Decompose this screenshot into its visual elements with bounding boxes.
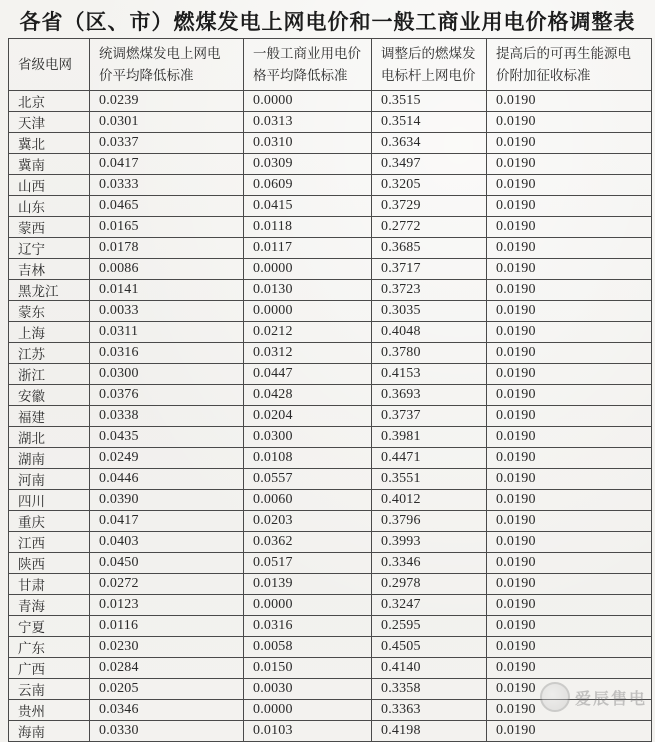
table-row <box>9 700 652 721</box>
value-cell: 0.0190 <box>487 385 652 406</box>
value-cell: 0.3035 <box>372 301 487 322</box>
value-cell: 0.0316 <box>244 616 372 637</box>
value-cell: 0.0190 <box>487 637 652 658</box>
header-line: 价附加征收标准 <box>496 67 591 83</box>
value-cell: 0.0272 <box>90 574 244 595</box>
value-cell: 0.4048 <box>372 322 487 343</box>
table-row <box>9 448 652 469</box>
table-row <box>9 553 652 574</box>
table-row <box>9 406 652 427</box>
province-cell: 安徽 <box>9 385 90 406</box>
value-cell: 0.0190 <box>487 595 652 616</box>
header-adjusted-benchmark-price <box>372 39 487 91</box>
header-line: 格平均降低标准 <box>253 67 348 83</box>
value-cell: 0.0465 <box>90 196 244 217</box>
value-cell: 0.0190 <box>487 532 652 553</box>
header-line: 省级电网 <box>18 56 72 72</box>
province-cell: 江西 <box>9 532 90 553</box>
value-cell: 0.3693 <box>372 385 487 406</box>
value-cell: 0.0150 <box>244 658 372 679</box>
value-cell: 0.0557 <box>244 469 372 490</box>
value-cell: 0.0190 <box>487 574 652 595</box>
value-cell: 0.0313 <box>244 112 372 133</box>
province-cell: 蒙东 <box>9 301 90 322</box>
value-cell: 0.0415 <box>244 196 372 217</box>
value-cell: 0.0190 <box>487 658 652 679</box>
table-header <box>9 39 652 91</box>
value-cell: 0.0204 <box>244 406 372 427</box>
value-cell: 0.0190 <box>487 511 652 532</box>
value-cell: 0.3515 <box>372 91 487 112</box>
value-cell: 0.0417 <box>90 511 244 532</box>
value-cell: 0.0190 <box>487 154 652 175</box>
value-cell: 0.0190 <box>487 700 652 721</box>
value-cell: 0.3205 <box>372 175 487 196</box>
province-cell: 四川 <box>9 490 90 511</box>
value-cell: 0.0000 <box>244 595 372 616</box>
value-cell: 0.0000 <box>244 91 372 112</box>
value-cell: 0.0190 <box>487 280 652 301</box>
province-cell: 湖北 <box>9 427 90 448</box>
value-cell: 0.0190 <box>487 343 652 364</box>
value-cell: 0.0103 <box>244 721 372 742</box>
value-cell: 0.0165 <box>90 217 244 238</box>
province-cell: 陕西 <box>9 553 90 574</box>
table-row <box>9 154 652 175</box>
value-cell: 0.0310 <box>244 133 372 154</box>
price-adjustment-table <box>8 38 652 742</box>
value-cell: 0.3717 <box>372 259 487 280</box>
value-cell: 0.3981 <box>372 427 487 448</box>
value-cell: 0.0190 <box>487 490 652 511</box>
table-row <box>9 133 652 154</box>
province-cell: 山东 <box>9 196 90 217</box>
province-cell: 宁夏 <box>9 616 90 637</box>
value-cell: 0.0417 <box>90 154 244 175</box>
province-cell: 蒙西 <box>9 217 90 238</box>
province-cell: 江苏 <box>9 343 90 364</box>
value-cell: 0.0058 <box>244 637 372 658</box>
province-cell: 福建 <box>9 406 90 427</box>
value-cell: 0.0033 <box>90 301 244 322</box>
value-cell: 0.0446 <box>90 469 244 490</box>
value-cell: 0.2978 <box>372 574 487 595</box>
value-cell: 0.0517 <box>244 553 372 574</box>
value-cell: 0.0086 <box>90 259 244 280</box>
header-line: 统调燃煤发电上网电 <box>99 45 221 61</box>
value-cell: 0.0212 <box>244 322 372 343</box>
value-cell: 0.0190 <box>487 217 652 238</box>
value-cell: 0.4153 <box>372 364 487 385</box>
value-cell: 0.0123 <box>90 595 244 616</box>
value-cell: 0.0117 <box>244 238 372 259</box>
table-row <box>9 679 652 700</box>
value-cell: 0.0609 <box>244 175 372 196</box>
table-row <box>9 469 652 490</box>
value-cell: 0.0030 <box>244 679 372 700</box>
value-cell: 0.0316 <box>90 343 244 364</box>
value-cell: 0.3358 <box>372 679 487 700</box>
header-commercial-price-reduction <box>244 39 372 91</box>
province-cell: 广东 <box>9 637 90 658</box>
value-cell: 0.0205 <box>90 679 244 700</box>
value-cell: 0.0338 <box>90 406 244 427</box>
value-cell: 0.3685 <box>372 238 487 259</box>
value-cell: 0.0333 <box>90 175 244 196</box>
value-cell: 0.0376 <box>90 385 244 406</box>
table-body <box>9 91 652 742</box>
table-row <box>9 595 652 616</box>
header-line: 提高后的可再生能源电 <box>496 45 631 61</box>
table-row <box>9 574 652 595</box>
value-cell: 0.4471 <box>372 448 487 469</box>
value-cell: 0.0190 <box>487 196 652 217</box>
header-line: 调整后的燃煤发 <box>381 45 476 61</box>
table-row <box>9 490 652 511</box>
value-cell: 0.0190 <box>487 259 652 280</box>
value-cell: 0.0139 <box>244 574 372 595</box>
value-cell: 0.0312 <box>244 343 372 364</box>
value-cell: 0.3634 <box>372 133 487 154</box>
value-cell: 0.0428 <box>244 385 372 406</box>
table-row <box>9 385 652 406</box>
value-cell: 0.0403 <box>90 532 244 553</box>
province-cell: 天津 <box>9 112 90 133</box>
value-cell: 0.0116 <box>90 616 244 637</box>
value-cell: 0.0284 <box>90 658 244 679</box>
value-cell: 0.0346 <box>90 700 244 721</box>
table-row <box>9 175 652 196</box>
table-row <box>9 427 652 448</box>
value-cell: 0.0190 <box>487 175 652 196</box>
value-cell: 0.3796 <box>372 511 487 532</box>
value-cell: 0.0362 <box>244 532 372 553</box>
value-cell: 0.3780 <box>372 343 487 364</box>
value-cell: 0.0249 <box>90 448 244 469</box>
value-cell: 0.0390 <box>90 490 244 511</box>
value-cell: 0.0190 <box>487 364 652 385</box>
value-cell: 0.0239 <box>90 91 244 112</box>
value-cell: 0.4198 <box>372 721 487 742</box>
header-line: 电标杆上网电价 <box>381 67 476 83</box>
province-cell: 河南 <box>9 469 90 490</box>
value-cell: 0.3247 <box>372 595 487 616</box>
value-cell: 0.0450 <box>90 553 244 574</box>
value-cell: 0.0190 <box>487 112 652 133</box>
value-cell: 0.0447 <box>244 364 372 385</box>
value-cell: 0.0300 <box>244 427 372 448</box>
table-row <box>9 196 652 217</box>
value-cell: 0.0190 <box>487 238 652 259</box>
table-row <box>9 322 652 343</box>
province-cell: 重庆 <box>9 511 90 532</box>
value-cell: 0.0190 <box>487 721 652 742</box>
province-cell: 冀南 <box>9 154 90 175</box>
province-cell: 湖南 <box>9 448 90 469</box>
table-row <box>9 238 652 259</box>
province-cell: 贵州 <box>9 700 90 721</box>
value-cell: 0.0190 <box>487 91 652 112</box>
value-cell: 0.0190 <box>487 679 652 700</box>
header-row <box>9 39 652 91</box>
value-cell: 0.3551 <box>372 469 487 490</box>
value-cell: 0.0130 <box>244 280 372 301</box>
table-row <box>9 280 652 301</box>
province-cell: 广西 <box>9 658 90 679</box>
province-cell: 甘肃 <box>9 574 90 595</box>
value-cell: 0.0000 <box>244 301 372 322</box>
header-coal-benchmark-reduction <box>90 39 244 91</box>
value-cell: 0.0309 <box>244 154 372 175</box>
province-cell: 山西 <box>9 175 90 196</box>
value-cell: 0.0203 <box>244 511 372 532</box>
table-row <box>9 637 652 658</box>
value-cell: 0.2595 <box>372 616 487 637</box>
value-cell: 0.0190 <box>487 406 652 427</box>
value-cell: 0.0190 <box>487 322 652 343</box>
header-province <box>9 39 90 91</box>
value-cell: 0.0230 <box>90 637 244 658</box>
table-row <box>9 532 652 553</box>
value-cell: 0.0337 <box>90 133 244 154</box>
page-title: 各省（区、市）燃煤发电上网电价和一般工商业用电价格调整表 <box>19 10 636 34</box>
value-cell: 0.0178 <box>90 238 244 259</box>
value-cell: 0.0330 <box>90 721 244 742</box>
table-row <box>9 364 652 385</box>
table-row <box>9 343 652 364</box>
value-cell: 0.4505 <box>372 637 487 658</box>
value-cell: 0.0190 <box>487 301 652 322</box>
value-cell: 0.4140 <box>372 658 487 679</box>
table-row <box>9 616 652 637</box>
value-cell: 0.0311 <box>90 322 244 343</box>
province-cell: 浙江 <box>9 364 90 385</box>
value-cell: 0.2772 <box>372 217 487 238</box>
value-cell: 0.3346 <box>372 553 487 574</box>
value-cell: 0.3993 <box>372 532 487 553</box>
value-cell: 0.3363 <box>372 700 487 721</box>
province-cell: 黑龙江 <box>9 280 90 301</box>
value-cell: 0.0190 <box>487 469 652 490</box>
value-cell: 0.3723 <box>372 280 487 301</box>
value-cell: 0.0190 <box>487 133 652 154</box>
province-cell: 冀北 <box>9 133 90 154</box>
table-row <box>9 217 652 238</box>
province-cell: 海南 <box>9 721 90 742</box>
province-cell: 北京 <box>9 91 90 112</box>
value-cell: 0.0190 <box>487 553 652 574</box>
value-cell: 0.3729 <box>372 196 487 217</box>
value-cell: 0.0108 <box>244 448 372 469</box>
table-row <box>9 91 652 112</box>
table-row <box>9 721 652 742</box>
province-cell: 云南 <box>9 679 90 700</box>
province-cell: 青海 <box>9 595 90 616</box>
value-cell: 0.0000 <box>244 700 372 721</box>
province-cell: 吉林 <box>9 259 90 280</box>
value-cell: 0.4012 <box>372 490 487 511</box>
value-cell: 0.3497 <box>372 154 487 175</box>
table-row <box>9 511 652 532</box>
header-line: 价平均降低标准 <box>99 67 194 83</box>
value-cell: 0.0190 <box>487 616 652 637</box>
province-cell: 辽宁 <box>9 238 90 259</box>
value-cell: 0.3514 <box>372 112 487 133</box>
header-line: 一般工商业用电价 <box>253 45 361 61</box>
header-renewable-surcharge <box>487 39 652 91</box>
table-row <box>9 259 652 280</box>
value-cell: 0.0301 <box>90 112 244 133</box>
province-cell: 上海 <box>9 322 90 343</box>
value-cell: 0.0300 <box>90 364 244 385</box>
value-cell: 0.0060 <box>244 490 372 511</box>
table-row <box>9 112 652 133</box>
value-cell: 0.0118 <box>244 217 372 238</box>
value-cell: 0.0435 <box>90 427 244 448</box>
watermark-text: 爱辰售电 <box>574 690 647 708</box>
table-row <box>9 658 652 679</box>
value-cell: 0.0000 <box>244 259 372 280</box>
value-cell: 0.3737 <box>372 406 487 427</box>
value-cell: 0.0190 <box>487 448 652 469</box>
table-row <box>9 301 652 322</box>
value-cell: 0.0141 <box>90 280 244 301</box>
value-cell: 0.0190 <box>487 427 652 448</box>
